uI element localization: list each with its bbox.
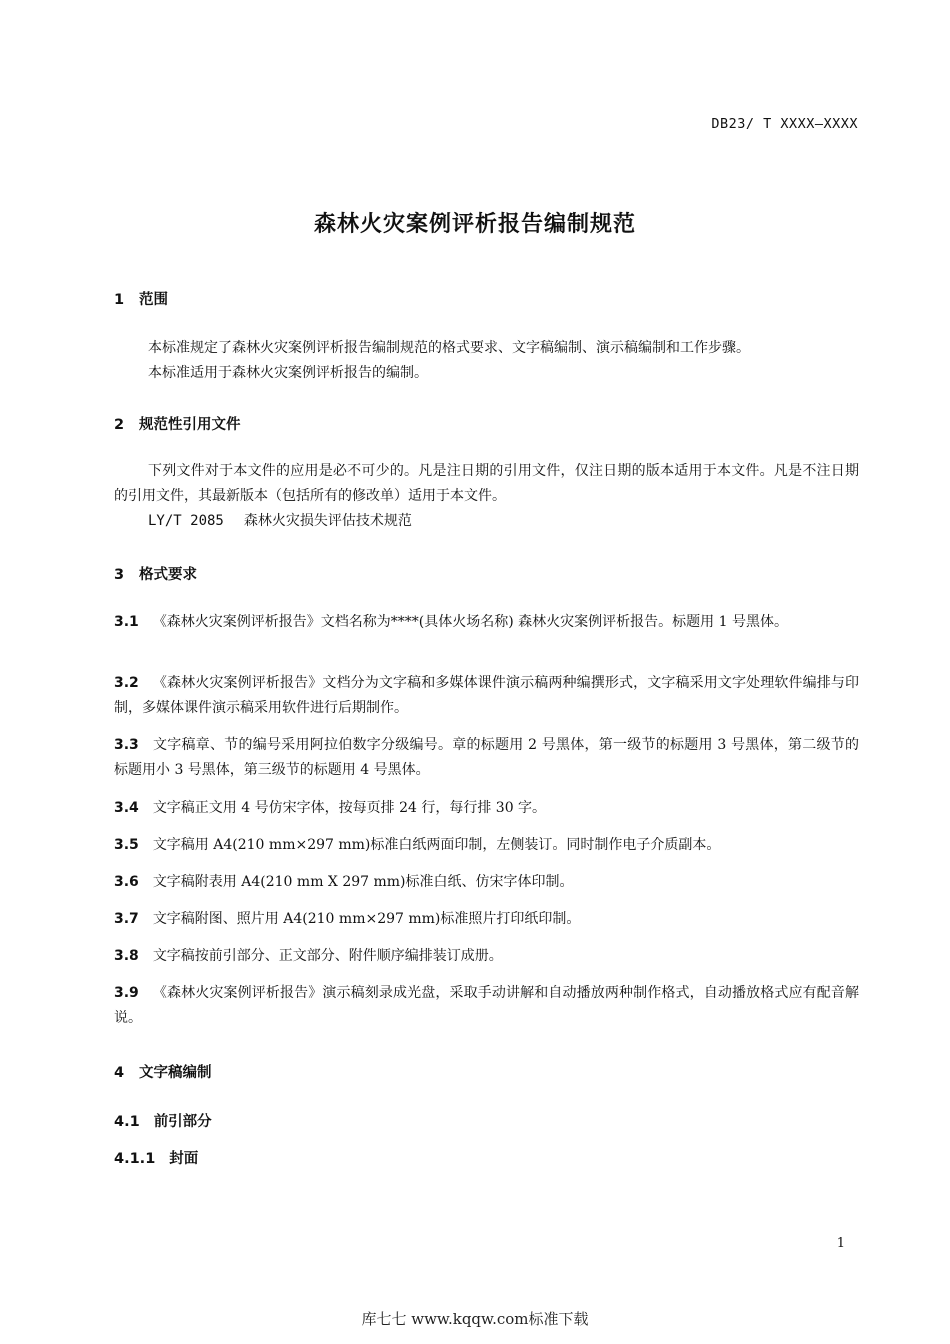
section-title: 范围 [139,292,168,308]
clause-text: 《森林火灾案例评析报告》文档分为文字稿和多媒体课件演示稿两种编撰形式，文字稿采用文字处理软件编排与印制，多媒体课件演示稿采用软件进行后期制作。 [114,675,859,716]
section-number: 2 [114,417,125,433]
section-number: 3 [114,567,125,583]
footer-watermark: 库七七 www.kqqw.com标准下载 [361,1310,589,1328]
document-title: 森林火灾案例评析报告编制规范 [313,212,636,237]
subsubsection-number: 4.1.1 [114,1151,156,1167]
clause-3-5 [114,833,859,858]
clause-3-4 [114,796,859,821]
clause-text: 文字稿按前引部分、正文部分、附件顺序编排装订成册。 [152,948,503,964]
clause-text: 文字稿附图、照片用 A4(210 mm×297 mm)标准照片打印纸印制。 [152,911,581,927]
clause-3-8 [114,944,859,969]
section-title: 规范性引用文件 [139,417,241,433]
clause-number: 3.1 [114,614,139,630]
subsubsection-title: 封面 [169,1151,199,1167]
clause-number: 3.9 [114,985,139,1001]
section-number: 4 [114,1065,125,1081]
clause-number: 3.5 [114,837,139,853]
clause-text: 文字稿用 A4(210 mm×297 mm)标准白纸两面印制，左侧装订。同时制作电子介质副本。 [152,837,721,853]
reference-item [148,510,412,530]
subsection-number: 4.1 [114,1114,140,1130]
reference-code: LY/T 2085 [148,513,224,529]
clause-number: 3.6 [114,874,139,890]
clause-number: 3.2 [114,675,139,691]
clause-3-7 [114,907,859,932]
clause-3-6 [114,870,859,895]
section-heading-format-requirements [114,563,197,584]
clause-3-3 [114,733,859,783]
section-heading-text-draft [114,1061,212,1082]
subsection-title: 前引部分 [153,1114,212,1130]
clause-number: 3.3 [114,737,139,753]
section-title: 文字稿编制 [139,1065,212,1081]
subsubsection-heading-cover [114,1147,198,1168]
standard-code: DB23/ T XXXX—XXXX [711,116,858,132]
clause-text: 《森林火灾案例评析报告》文档名称为****(具体火场名称) 森林火灾案例评析报告。标题用 1 号黑体。 [152,614,788,630]
reference-title: 森林火灾损失评估技术规范 [243,513,412,529]
clause-number: 3.4 [114,800,139,816]
section-title: 格式要求 [139,567,197,583]
clause-text: 文字稿章、节的编号采用阿拉伯数字分级编号。章的标题用 2 号黑体，第一级节的标题用 3 号黑体，第二级节的标题用小 3 号黑体，第三级节的标题用 4 号黑体。 [114,737,859,778]
clause-text: 文字稿正文用 4 号仿宋字体，按每页排 24 行，每行排 30 字。 [152,800,547,816]
subsection-heading-front-matter [114,1110,212,1131]
section-heading-scope [114,288,168,309]
paragraph: 本标准规定了森林火灾案例评析报告编制规范的格式要求、文字稿编制、演示稿编制和工作步骤。 [148,340,750,356]
clause-text: 《森林火灾案例评析报告》演示稿刻录成光盘，采取手动讲解和自动播放两种制作格式，自动播放格式应有配音解说。 [114,985,859,1026]
section-heading-normative-references [114,413,241,434]
clause-number: 3.7 [114,911,139,927]
clause-text: 文字稿附表用 A4(210 mm X 297 mm)标准白纸、仿宋字体印制。 [152,874,574,890]
clause-3-1 [114,610,859,635]
clause-number: 3.8 [114,948,139,964]
paragraph: 本标准适用于森林火灾案例评析报告的编制。 [148,365,428,381]
paragraph: 下列文件对于本文件的应用是必不可少的。凡是注日期的引用文件，仅注日期的版本适用于本文件。凡是不注日期的引用文件，其最新版本（包括所有的修改单）适用于本文件。 [114,463,859,504]
section-number: 1 [114,292,125,308]
clause-3-9 [114,981,859,1031]
clause-3-2 [114,671,859,721]
page-number: 1 [836,1236,845,1251]
